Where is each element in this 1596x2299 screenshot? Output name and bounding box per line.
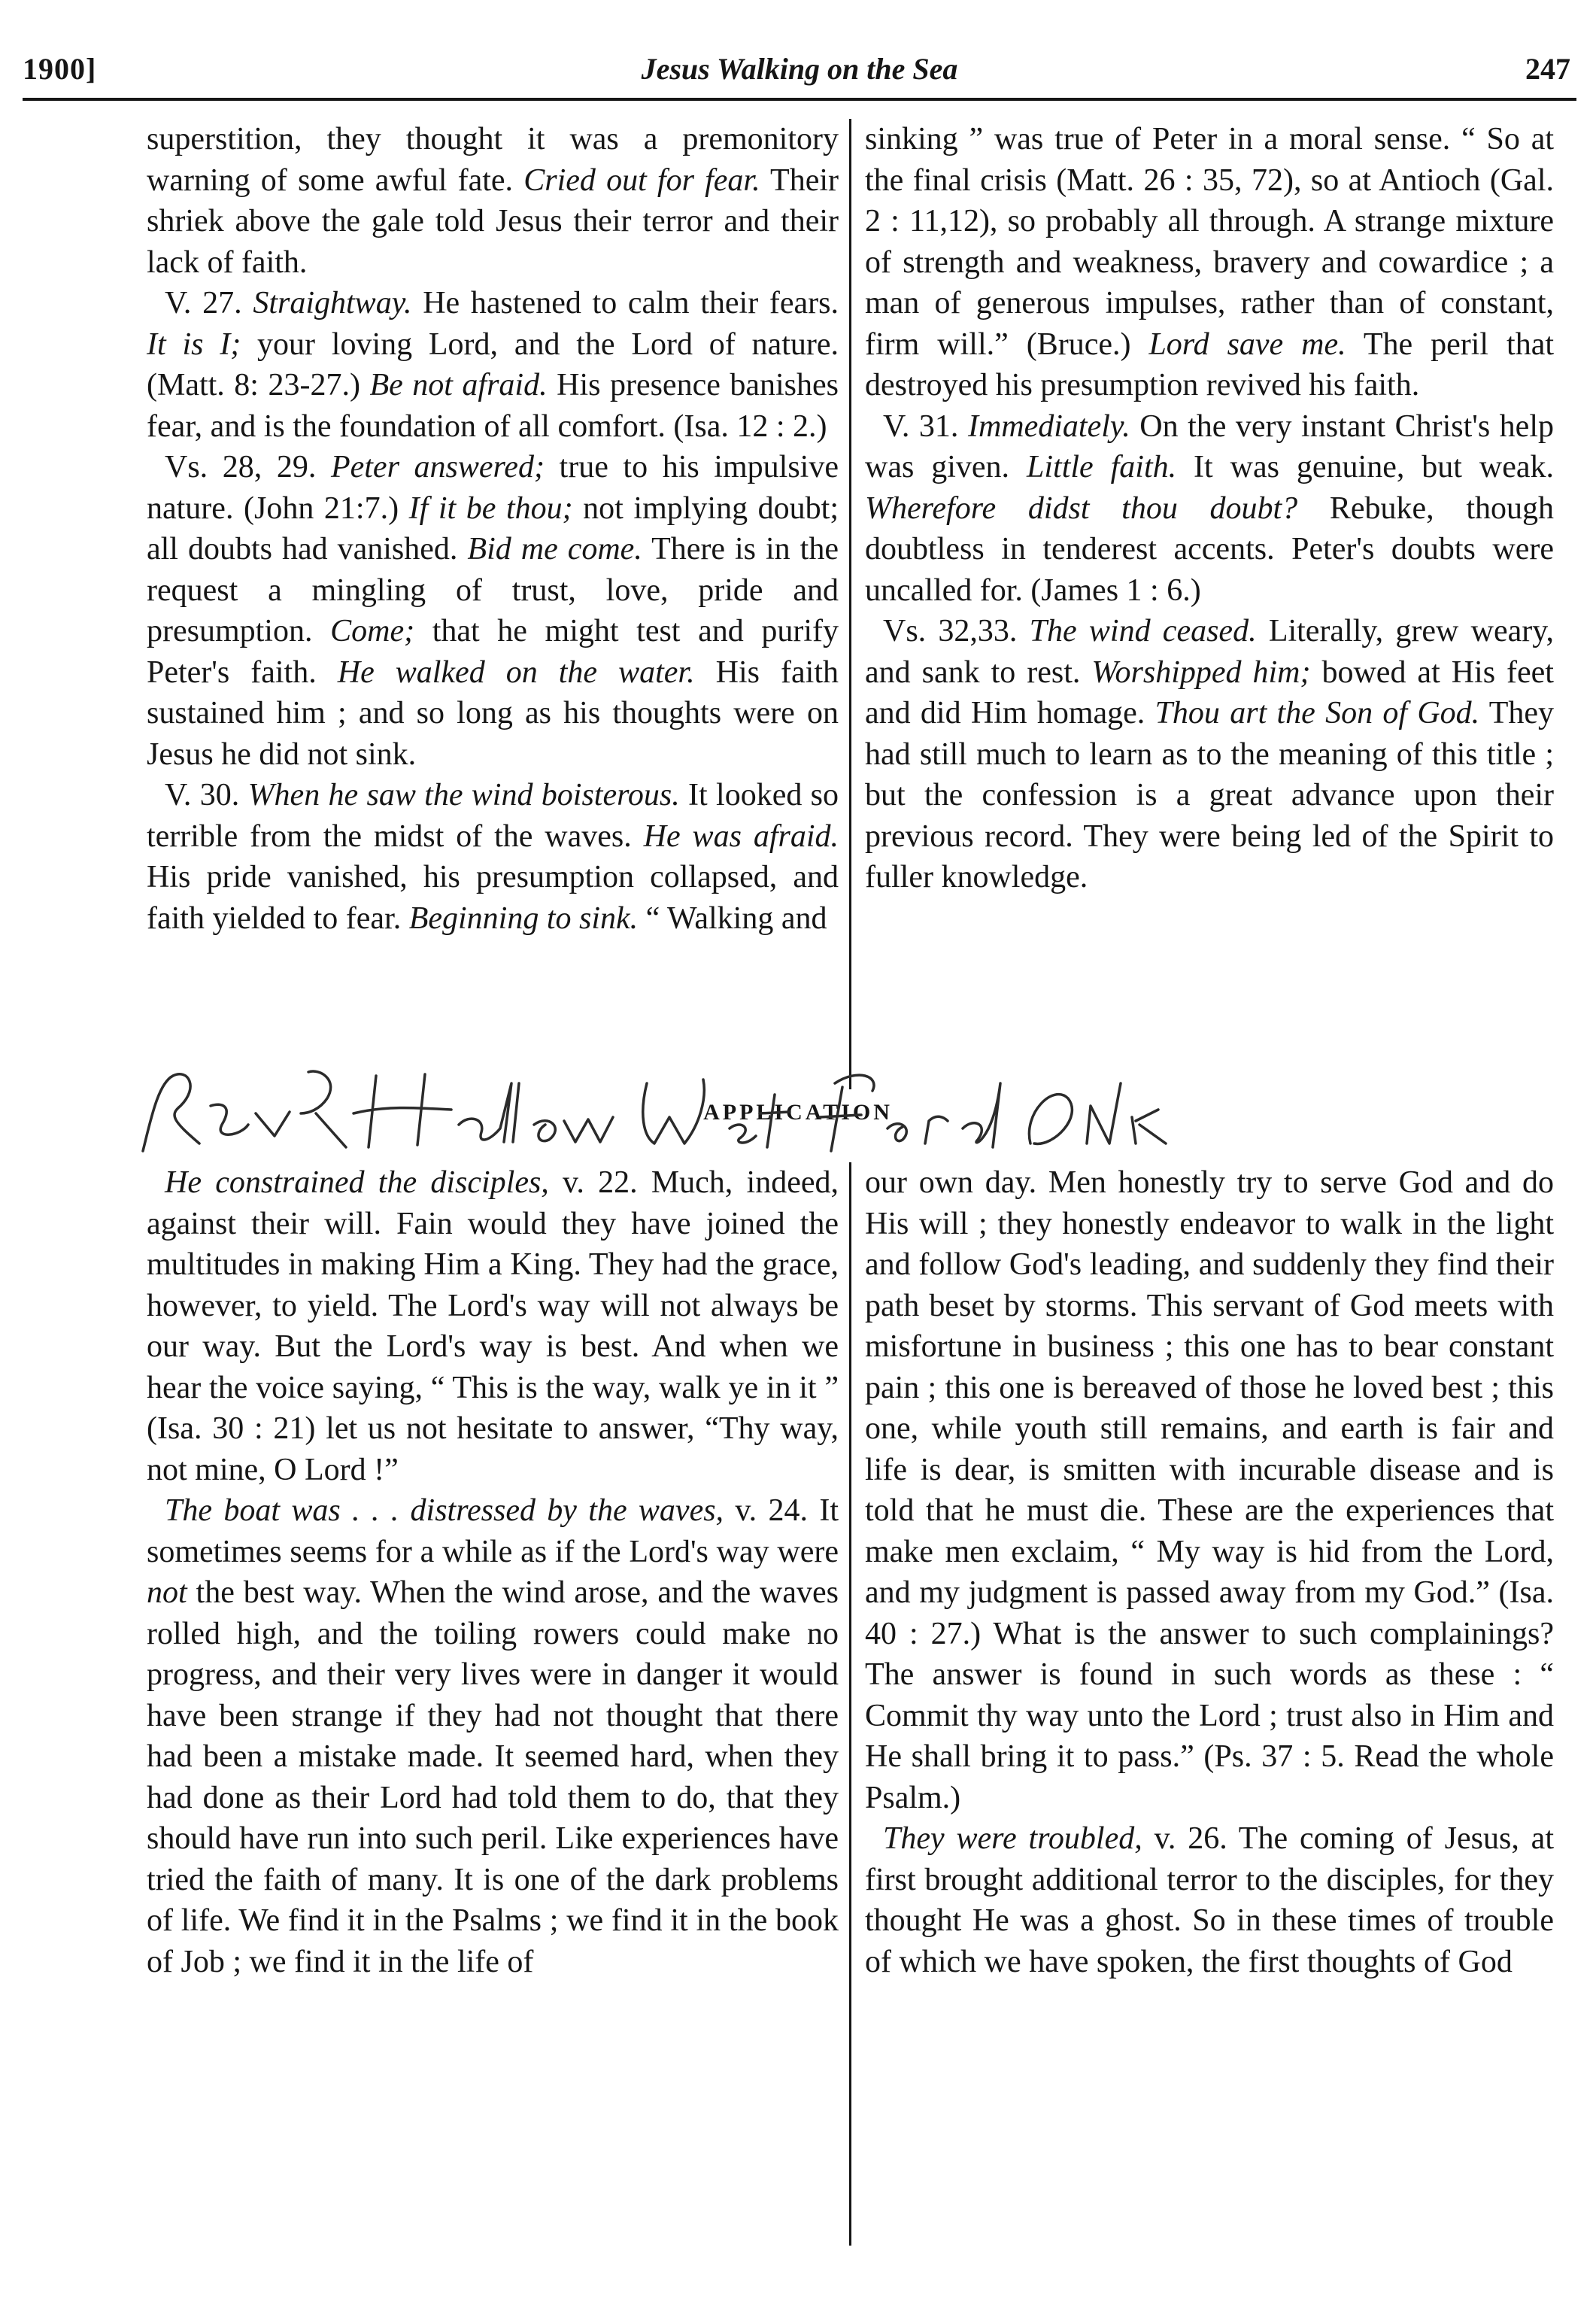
- section-heading: APPLICATION: [703, 1100, 893, 1125]
- page-number: 247: [1525, 52, 1570, 86]
- header-year: 1900]: [23, 52, 97, 86]
- paragraph: V. 27. Straightway. He hastened to calm their fears. It is I; your loving Lord, and the Lord of nature. (Matt. 8: 23-27.) Be not afraid. His presence banishes fear, and is the foundation of all comfort. (Isa. 12 : 2.): [147, 286, 839, 444]
- paragraph: sinking ” was true of Peter in a moral sense. “ So at the final crisis (Matt. 26 : 35, 72), so at Antioch (Gal. 2 : 11,12), so probably all through. A strange mixture of strength and weakness, bravery and cowardice ; a man of generous impulses, rather than of constant, firm will.” (Bruce.) Lord save me. The peril that destroyed his presumption revived his faith.: [865, 122, 1555, 402]
- left-column-bottom: [147, 1162, 839, 1982]
- paragraph: V. 30. When he saw the wind boisterous. It looked so terrible from the midst of the waves. He was afraid. His pride vanished, his presumption collapsed, and faith yielded to fear. Beginning to sink. “ Walking and: [147, 778, 839, 936]
- column-divider-top: [849, 119, 851, 1089]
- running-header: [23, 38, 1576, 102]
- paragraph: Vs. 32,33. The wind ceased. Literally, grew weary, and sank to rest. Worshipped him; bowed at His feet and did Him homage. Thou art the Son of God. They had still much to learn as to the meaning of this title ; but the confession is a great advance upon their previous record. They were being led of the Spirit to fuller knowledge.: [865, 614, 1555, 894]
- left-column-top: [147, 119, 839, 939]
- paragraph: superstition, they thought it was a premonitory warning of some awful fate. Cried out for fear. Their shriek above the gale told Jesus their terror and their lack of faith.: [147, 122, 839, 280]
- header-rule: [23, 98, 1576, 101]
- handwritten-signature: [128, 1053, 1211, 1166]
- paragraph: our own day. Men honestly try to serve God and do His will ; they honestly endeavor to walk in the light and follow God's leading, and suddenly they find their path beset by storms. This servant of God meets with misfortune in business ; this one has to bear constant pain ; this one is bereaved of those he loved best ; this one, while youth still remains, and earth is fair and life is dear, is smitten with incurable disease and is told that he must die. These are the experiences that make men exclaim, “ My way is hid from the Lord, and my judgment is passed away from my God.” (Isa. 40 : 27.) What is the answer to such complainings? The answer is found in such words as these : “ Commit thy way unto the Lord ; trust also in Him and He shall bring it to pass.” (Ps. 37 : 5. Read the whole Psalm.): [865, 1165, 1554, 1815]
- column-divider-bottom: [849, 1162, 851, 2246]
- right-column-top: [865, 119, 1554, 898]
- paragraph: Vs. 28, 29. Peter answered; true to his impulsive nature. (John 21:7.) If it be thou; not implying doubt; all doubts had vanished. Bid me come. There is in the request a mingling of trust, love, pride and presumption. Come; that he might test and purify Peter's faith. He walked on the water. His faith sustained him ; and so long as his thoughts were on Jesus he did not sink.: [147, 450, 839, 772]
- paragraph: They were troubled, v. 26. The coming of Jesus, at first brought additional terror to the disciples, for they thought He was a ghost. So in these times of trouble of which we have spoken, the first thoughts of God: [865, 1821, 1554, 1979]
- right-column-bottom: [865, 1162, 1554, 1982]
- header-title: Jesus Walking on the Sea: [641, 52, 958, 86]
- paragraph: The boat was . . . distressed by the waves, v. 24. It sometimes seems for a while as if the Lord's way were not the best way. When the wind arose, and the waves rolled high, and the toiling rowers could make no progress, and their very lives were in danger it would have been strange if they had not thought that there had been a mistake made. It seemed hard, when they had done as their Lord had told them to do, that they should have run into such peril. Like experiences have tried the faith of many. It is one of the dark problems of life. We find it in the Psalms ; we find it in the book of Job ; we find it in the life of: [147, 1493, 839, 1979]
- paragraph: He constrained the disciples, v. 22. Much, indeed, against their will. Fain would they have joined the multitudes in making Him a King. They had the grace, however, to yield. The Lord's way will not always be our way. But the Lord's way is best. And when we hear the voice saying, “ This is the way, walk ye in it ” (Isa. 30 : 21) let us not hesitate to answer, “Thy way, not mine, O Lord !”: [147, 1165, 839, 1487]
- paragraph: V. 31. Immediately. On the very instant Christ's help was given. Little faith. It was genuine, but weak. Wherefore didst thou doubt? Rebuke, though doubtless in tenderest accents. Peter's doubts were uncalled for. (James 1 : 6.): [865, 408, 1554, 608]
